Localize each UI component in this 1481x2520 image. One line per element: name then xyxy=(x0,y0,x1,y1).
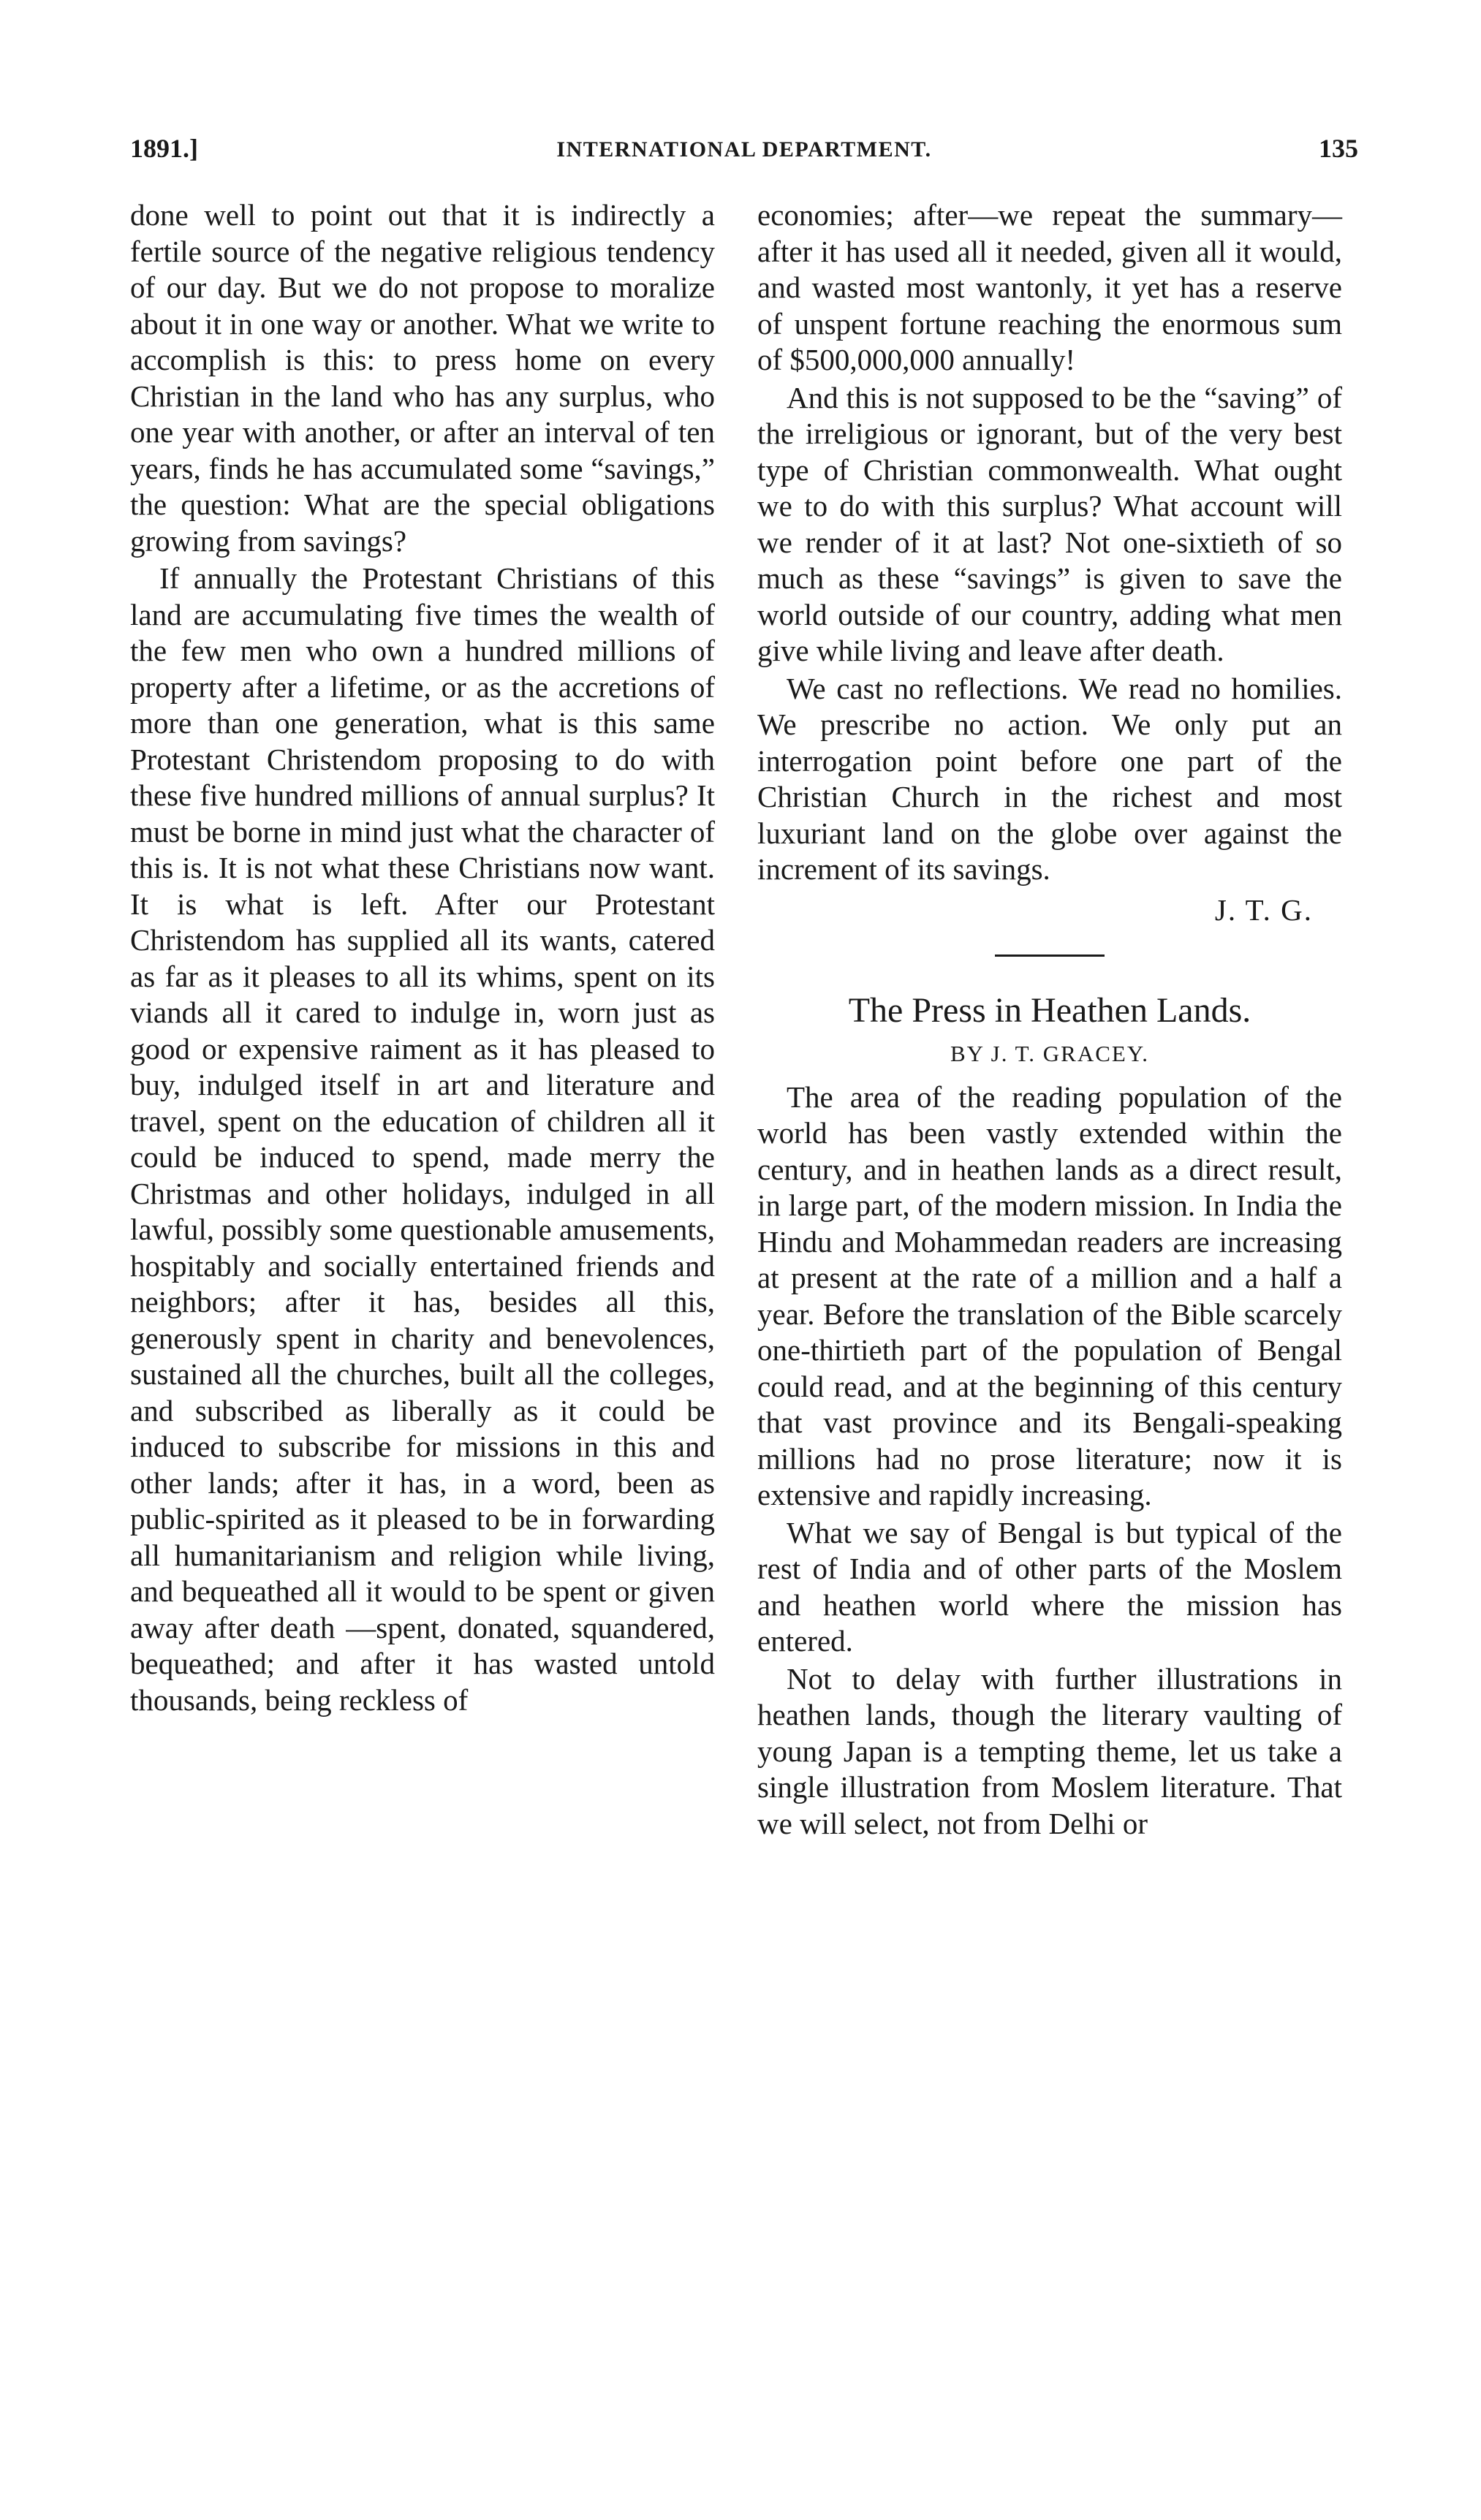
section-divider xyxy=(995,955,1105,957)
right-column xyxy=(757,197,1342,1842)
paragraph: We cast no reflections. We read no homilies. We prescribe no action. We only put an interrogation point before one part of the Christian Church in the richest and most luxuriant land on the globe over against the increment of its savings. xyxy=(757,671,1342,886)
paragraph: And this is not supposed to be the “saving” of the irreligious or ignorant, but of the very best type of Christian commonwealth. What ought we to do with this surplus? What account will we render of it at last? Not one-sixtieth of so much as these “savings” is given to save the world outside of our country, adding what men give while living and leave after death. xyxy=(757,380,1342,667)
paragraph: economies; after—we repeat the summary—after it has used all it needed, given all it would, and wasted most wantonly, it yet has a reserve of unspent fortune reaching the enormous sum of $500,000,000 annually! xyxy=(757,198,1342,376)
header-year: 1891.] xyxy=(130,134,198,163)
left-column xyxy=(130,197,715,1718)
byline: BY J. T. GRACEY. xyxy=(950,1041,1149,1066)
paragraph: If annually the Protestant Christians of this land are accumulating five times the wealth of the few men who own a hundred millions of property after a lifetime, or as the accretions of more than one generation, what is this same Protestant Christendom proposing to do with these five hundred millions of annual surplus? It must be borne in mind just what the character of this is. It is not what these Christians now want. It is what is left. After our Protestant Christendom has supplied all its wants, catered as far as it pleases to all its whims, spent on its viands all it cared to indulge in, worn just as good or expensive raiment as it has pleased to buy, indulged itself in art and literature and travel, spent on the education of children all it could be induced to spend, made merry the Christmas and other holidays, indulged in all lawful, possibly some questionable amusements, hospitably and socially entertained friends and neighbors; after it has, besides all this, generously spent in charity and benevolences, sustained all the churches, built all the colleges, and subscribed as liberally as it could be induced to subscribe for missions in this and other lands; after it has, in a word, been as public-spirited as it pleased to be in forwarding all humanitarianism and religion while living, and bequeathed all it would to be spent or given away after death —spent, donated, squandered, bequeathed; and after it has wasted untold thousands, being reckless of xyxy=(130,561,715,1717)
paragraph: Not to delay with further illustrations in heathen lands, though the literary vaulting of young Japan is a tempting theme, let us take a single illustration from Moslem literature. That we will select, not from Delhi or xyxy=(757,1661,1342,1840)
article-title: The Press in Heathen Lands. xyxy=(848,991,1251,1030)
paragraph: done well to point out that it is indirectly a fertile source of the negative religious tendency of our day. But we do not propose to moralize about it in one way or another. What we write to accomplish is this: to press home on every Christian in the land who has any surplus, who one year with another, or after an interval of ten years, finds he has accumulated some “savings,” the question: What are the special obligations growing from savings? xyxy=(130,198,715,558)
paragraph: What we say of Bengal is but typical of the rest of India and of other parts of the Moslem and heathen world where the mission has entered. xyxy=(757,1515,1342,1658)
signature: J. T. G. xyxy=(1214,892,1313,927)
paragraph: The area of the reading population of the world has been vastly extended within the century, and in heathen lands as a direct result, in large part, of the modern mission. In India the Hindu and Mohammedan readers are increasing at present at the rate of a million and a half a year. Before the translation of the Bible scarcely one-thirtieth part of the population of Bengal could read, and at the beginning of this century that vast province and its Bengali-speaking millions had no prose literature; now it is extensive and rapidly increasing. xyxy=(757,1079,1342,1511)
running-head xyxy=(130,133,1358,177)
header-title: INTERNATIONAL DEPARTMENT. xyxy=(556,137,932,162)
page-number: 135 xyxy=(1319,134,1358,163)
